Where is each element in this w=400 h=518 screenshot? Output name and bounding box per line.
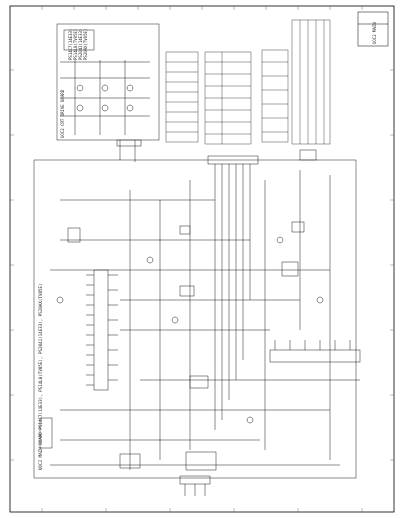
main-board-title: UOC2 MAIN BOARD PS14C7(14E33), PS14L8(TV05E), PS2041(14E33), PS20AX(TV05E) [38, 283, 43, 470]
crt-board-title: UOC2 CRT DRIVE BOARD [60, 89, 65, 138]
component-tables [166, 20, 330, 144]
crt-model-2: PS14L8(TV05E) [73, 28, 78, 60]
crt-model-3: PS2041(14E33) [78, 28, 83, 60]
title-block-text: UOC2 MAIN [372, 22, 377, 44]
crt-model-1: PS14C7(14E33) [68, 28, 73, 60]
main-board [34, 150, 360, 496]
sheet-border [10, 6, 394, 512]
grid-ticks [10, 6, 394, 512]
crt-model-4: PS20AX(TV05E) [83, 28, 88, 60]
